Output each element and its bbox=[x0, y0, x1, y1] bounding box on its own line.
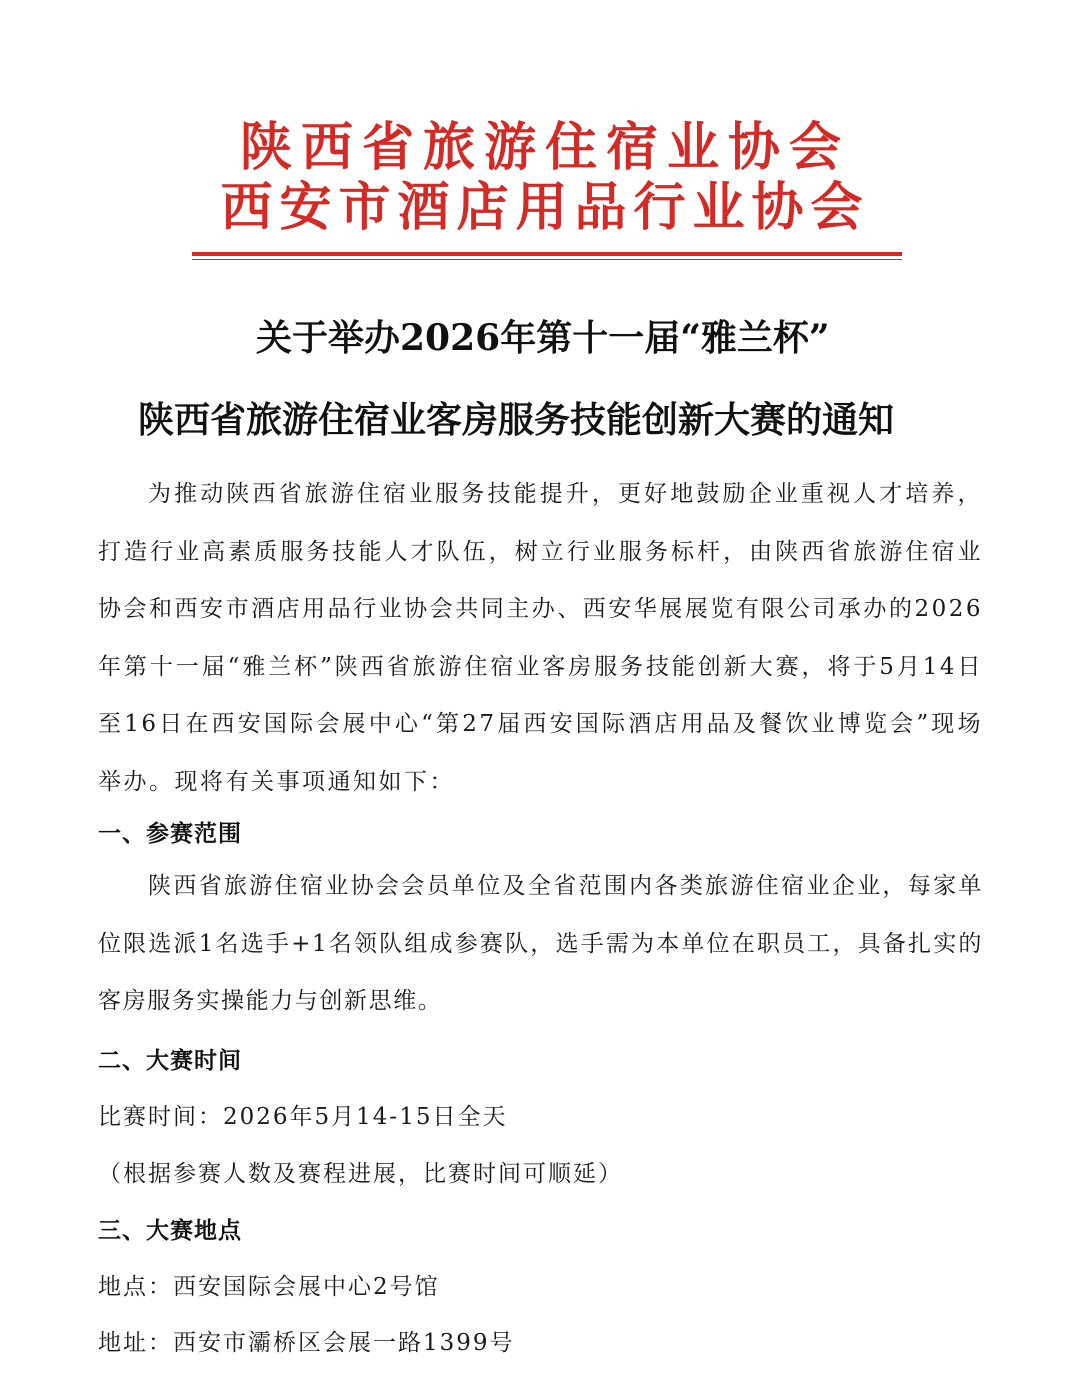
section-heading-scope: 一、参赛范围 bbox=[98, 821, 242, 847]
organizer-name-2: 西安市酒店用品行业协会 bbox=[220, 178, 870, 238]
section-heading-time: 二、大赛时间 bbox=[98, 1048, 242, 1074]
notice-title-line-1: 关于举办2026年第十一届“雅兰杯” bbox=[256, 317, 830, 359]
scope-paragraph: 陕西省旅游住宿业协会会员单位及全省范围内各类旅游住宿业企业，每家单位限选派1名选手+1名领队组成参赛队，选手需为本单位在职员工，具备扎实的客房服务实操能力与创新思维。 bbox=[98, 873, 983, 1014]
venue-location: 地点：西安国际会展中心2号馆 bbox=[98, 1274, 440, 1300]
competition-time: 比赛时间：2026年5月14-15日全天 bbox=[98, 1104, 508, 1130]
section-heading-venue: 三、大赛地点 bbox=[98, 1218, 242, 1244]
letterhead bbox=[180, 118, 910, 238]
divider-thick-line bbox=[192, 252, 902, 256]
venue-address: 地址：西安市灞桥区会展一路1399号 bbox=[98, 1330, 515, 1356]
letterhead-divider bbox=[192, 252, 902, 260]
time-extension-note: （根据参赛人数及赛程进展，比赛时间可顺延） bbox=[98, 1161, 623, 1187]
divider-thin-line bbox=[192, 259, 902, 260]
organizer-name-1: 陕西省旅游住宿业协会 bbox=[239, 118, 850, 178]
intro-paragraph: 为推动陕西省旅游住宿业服务技能提升，更好地鼓励企业重视人才培养，打造行业高素质服务技能人才队伍，树立行业服务标杆，由陕西省旅游住宿业协会和西安市酒店用品行业协会共同主办、西安华展展览有限公司承办的2026年第十一届“雅兰杯”陕西省旅游住宿业客房服务技能创新大赛，将于5月14日至16日在西安国际会展中心“第27届西安国际酒店用品及餐饮业博览会”现场举办。现将有关事项通知如下： bbox=[98, 481, 983, 795]
notice-title-line-2: 陕西省旅游住宿业客房服务技能创新大赛的通知 bbox=[138, 399, 895, 441]
